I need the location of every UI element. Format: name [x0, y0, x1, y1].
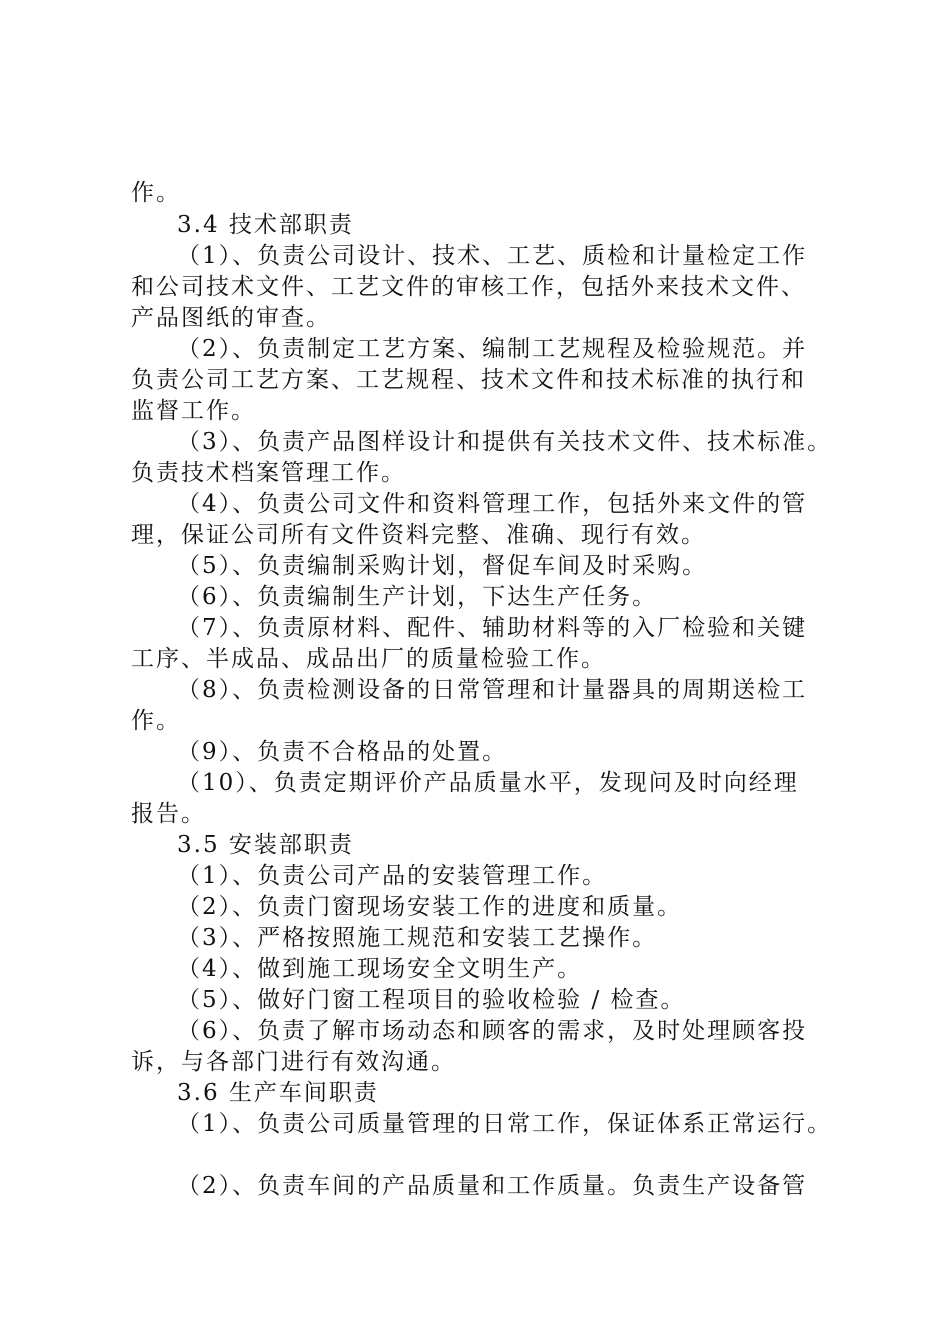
section-heading: 3.6 生产车间职责 — [177, 1080, 379, 1106]
text-line: 负责公司工艺方案、工艺规程、技术文件和技术标准的执行和 — [131, 367, 806, 393]
text-line: （2）、负责车间的产品质量和工作质量。负责生产设备管 — [177, 1173, 808, 1199]
text-line: 报告。 — [131, 801, 206, 827]
text-line: （1）、负责公司产品的安装管理工作。 — [177, 863, 608, 889]
text-line: （4）、负责公司文件和资料管理工作，包括外来文件的管 — [177, 491, 808, 517]
text-line: 作。 — [131, 708, 181, 734]
text-line: 工序、半成品、成品出厂的质量检验工作。 — [131, 646, 606, 672]
text-line: （9）、负责不合格品的处置。 — [177, 739, 508, 765]
text-line: （2）、负责制定工艺方案、编制工艺规程及检验规范。并 — [177, 336, 808, 362]
text-line: （10）、负责定期评价产品质量水平，发现问及时向经理 — [177, 770, 799, 796]
text-line: 监督工作。 — [131, 398, 256, 424]
text-line: （6）、负责编制生产计划，下达生产任务。 — [177, 584, 658, 610]
section-heading: 3.4 技术部职责 — [177, 212, 354, 238]
text-line: （4）、做到施工现场安全文明生产。 — [177, 956, 583, 982]
text-line: （3）、严格按照施工规范和安装工艺操作。 — [177, 925, 658, 951]
text-line: 诉，与各部门进行有效沟通。 — [131, 1049, 456, 1075]
section-heading: 3.5 安装部职责 — [177, 832, 354, 858]
text-line: （7）、负责原材料、配件、辅助材料等的入厂检验和关键 — [177, 615, 808, 641]
text-line: （3）、负责产品图样设计和提供有关技术文件、技术标准。 — [177, 429, 833, 455]
text-line: （5）、做好门窗工程项目的验收检验 / 检查。 — [177, 987, 686, 1013]
text-line: （2）、负责门窗现场安装工作的进度和质量。 — [177, 894, 683, 920]
text-line: （1）、负责公司质量管理的日常工作，保证体系正常运行。 — [177, 1111, 833, 1137]
text-line: 作。 — [131, 180, 181, 206]
text-line: 和公司技术文件、工艺文件的审核工作，包括外来技术文件、 — [131, 274, 806, 300]
text-line: （5）、负责编制采购计划，督促车间及时采购。 — [177, 553, 708, 579]
text-line: 理，保证公司所有文件资料完整、准确、现行有效。 — [131, 522, 706, 548]
text-line: 产品图纸的审查。 — [131, 305, 331, 331]
text-line: （6）、负责了解市场动态和顾客的需求，及时处理顾客投 — [177, 1018, 808, 1044]
text-line: （8）、负责检测设备的日常管理和计量器具的周期送检工 — [177, 677, 808, 703]
text-line: 负责技术档案管理工作。 — [131, 460, 406, 486]
text-line: （1）、负责公司设计、技术、工艺、质检和计量检定工作 — [177, 243, 808, 269]
